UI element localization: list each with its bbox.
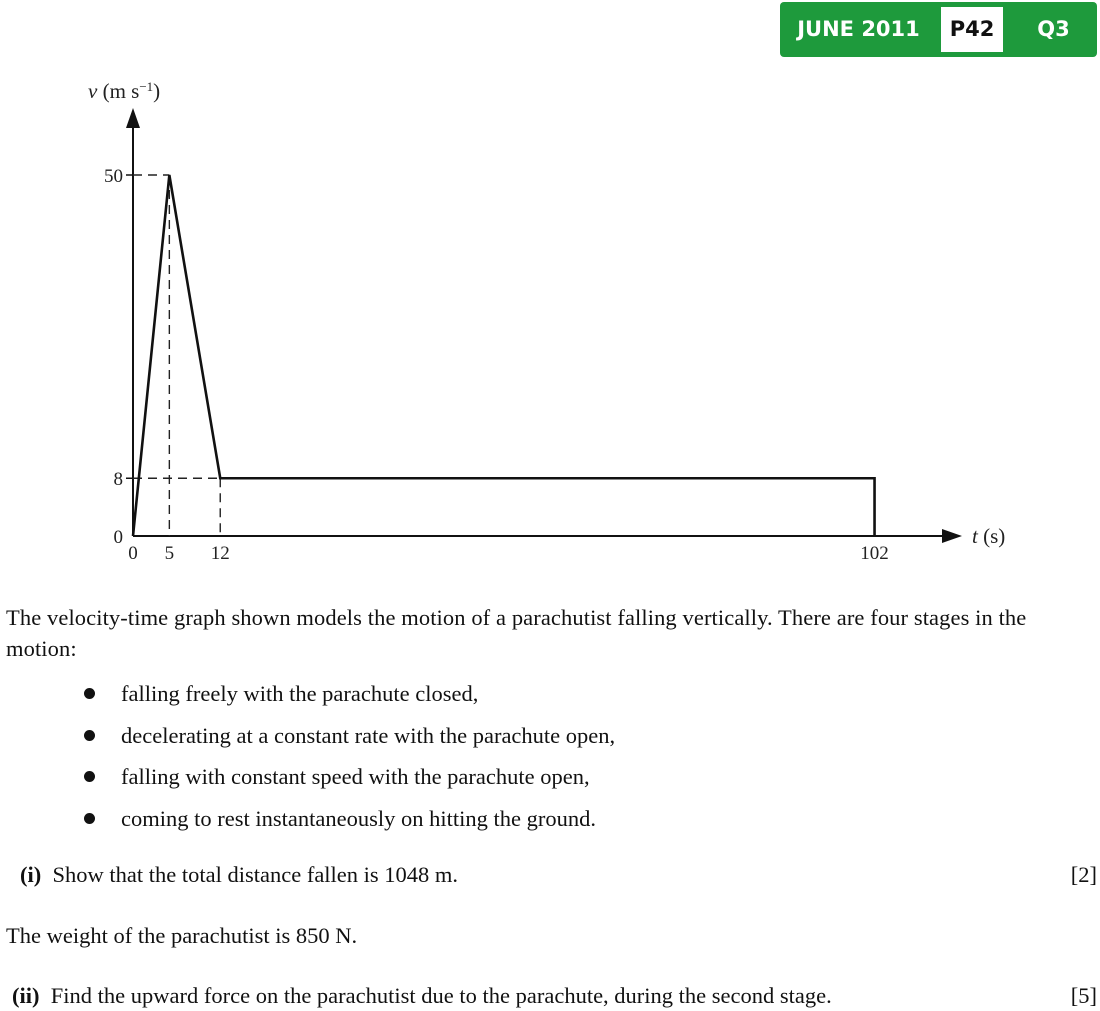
x-axis-label: t (s) (972, 524, 1006, 548)
paper-label: P42 (941, 7, 1003, 52)
x-tick-label: 5 (164, 543, 175, 564)
list-item (0, 756, 615, 798)
x-axis-arrow-icon (942, 529, 962, 543)
stage-text: falling freely with the parachute closed, (121, 681, 479, 706)
exam-reference-tag (780, 2, 1097, 57)
velocity-time-graph (0, 60, 1100, 580)
x-tick-label: 12 (210, 543, 230, 564)
bullet-icon (84, 688, 95, 699)
part-ii (12, 981, 832, 1011)
question-label: Q3 (1037, 17, 1070, 41)
velocity-series-line (133, 175, 875, 536)
bullet-icon (84, 730, 95, 741)
bullet-icon (84, 771, 95, 782)
y-axis-label: v (m $s^{-1}$) (88, 78, 161, 103)
bullet-icon (84, 813, 95, 824)
weight-statement: The weight of the parachutist is 850 N. (6, 923, 358, 948)
stage-text: falling with constant speed with the parachute open, (121, 764, 590, 789)
y-axis-arrow-icon (126, 108, 140, 128)
part-i-marks: [2] (1070, 862, 1097, 887)
list-item (0, 673, 615, 715)
x-tick-label: 0 (128, 543, 138, 564)
stage-text: coming to rest instantaneously on hitting the ground. (121, 805, 596, 831)
part-i (20, 860, 458, 890)
session-label: JUNE 2011 (797, 17, 920, 41)
question-intro: The velocity-time graph shown models the motion of a parachutist falling vertically. There are four stages in the motion: (6, 605, 1027, 661)
part-ii-marks: [5] (1070, 983, 1097, 1008)
list-item (0, 715, 615, 757)
y-tick-label: 50 (104, 166, 123, 187)
part-ii-text: Find the upward force on the parachutist due to the parachute, during the second stage. (50, 983, 832, 1008)
part-ii-label: (ii) (12, 983, 40, 1008)
list-item (0, 798, 615, 840)
stage-list (0, 673, 615, 839)
part-i-text: Show that the total distance fallen is 1048 m. (52, 862, 459, 887)
y-tick-label: 0 (113, 527, 123, 548)
x-tick-label: 102 (860, 543, 889, 564)
part-i-label: (i) (20, 862, 42, 887)
stage-text: decelerating at a constant rate with the parachute open, (121, 722, 616, 748)
y-tick-label: 8 (113, 469, 123, 491)
